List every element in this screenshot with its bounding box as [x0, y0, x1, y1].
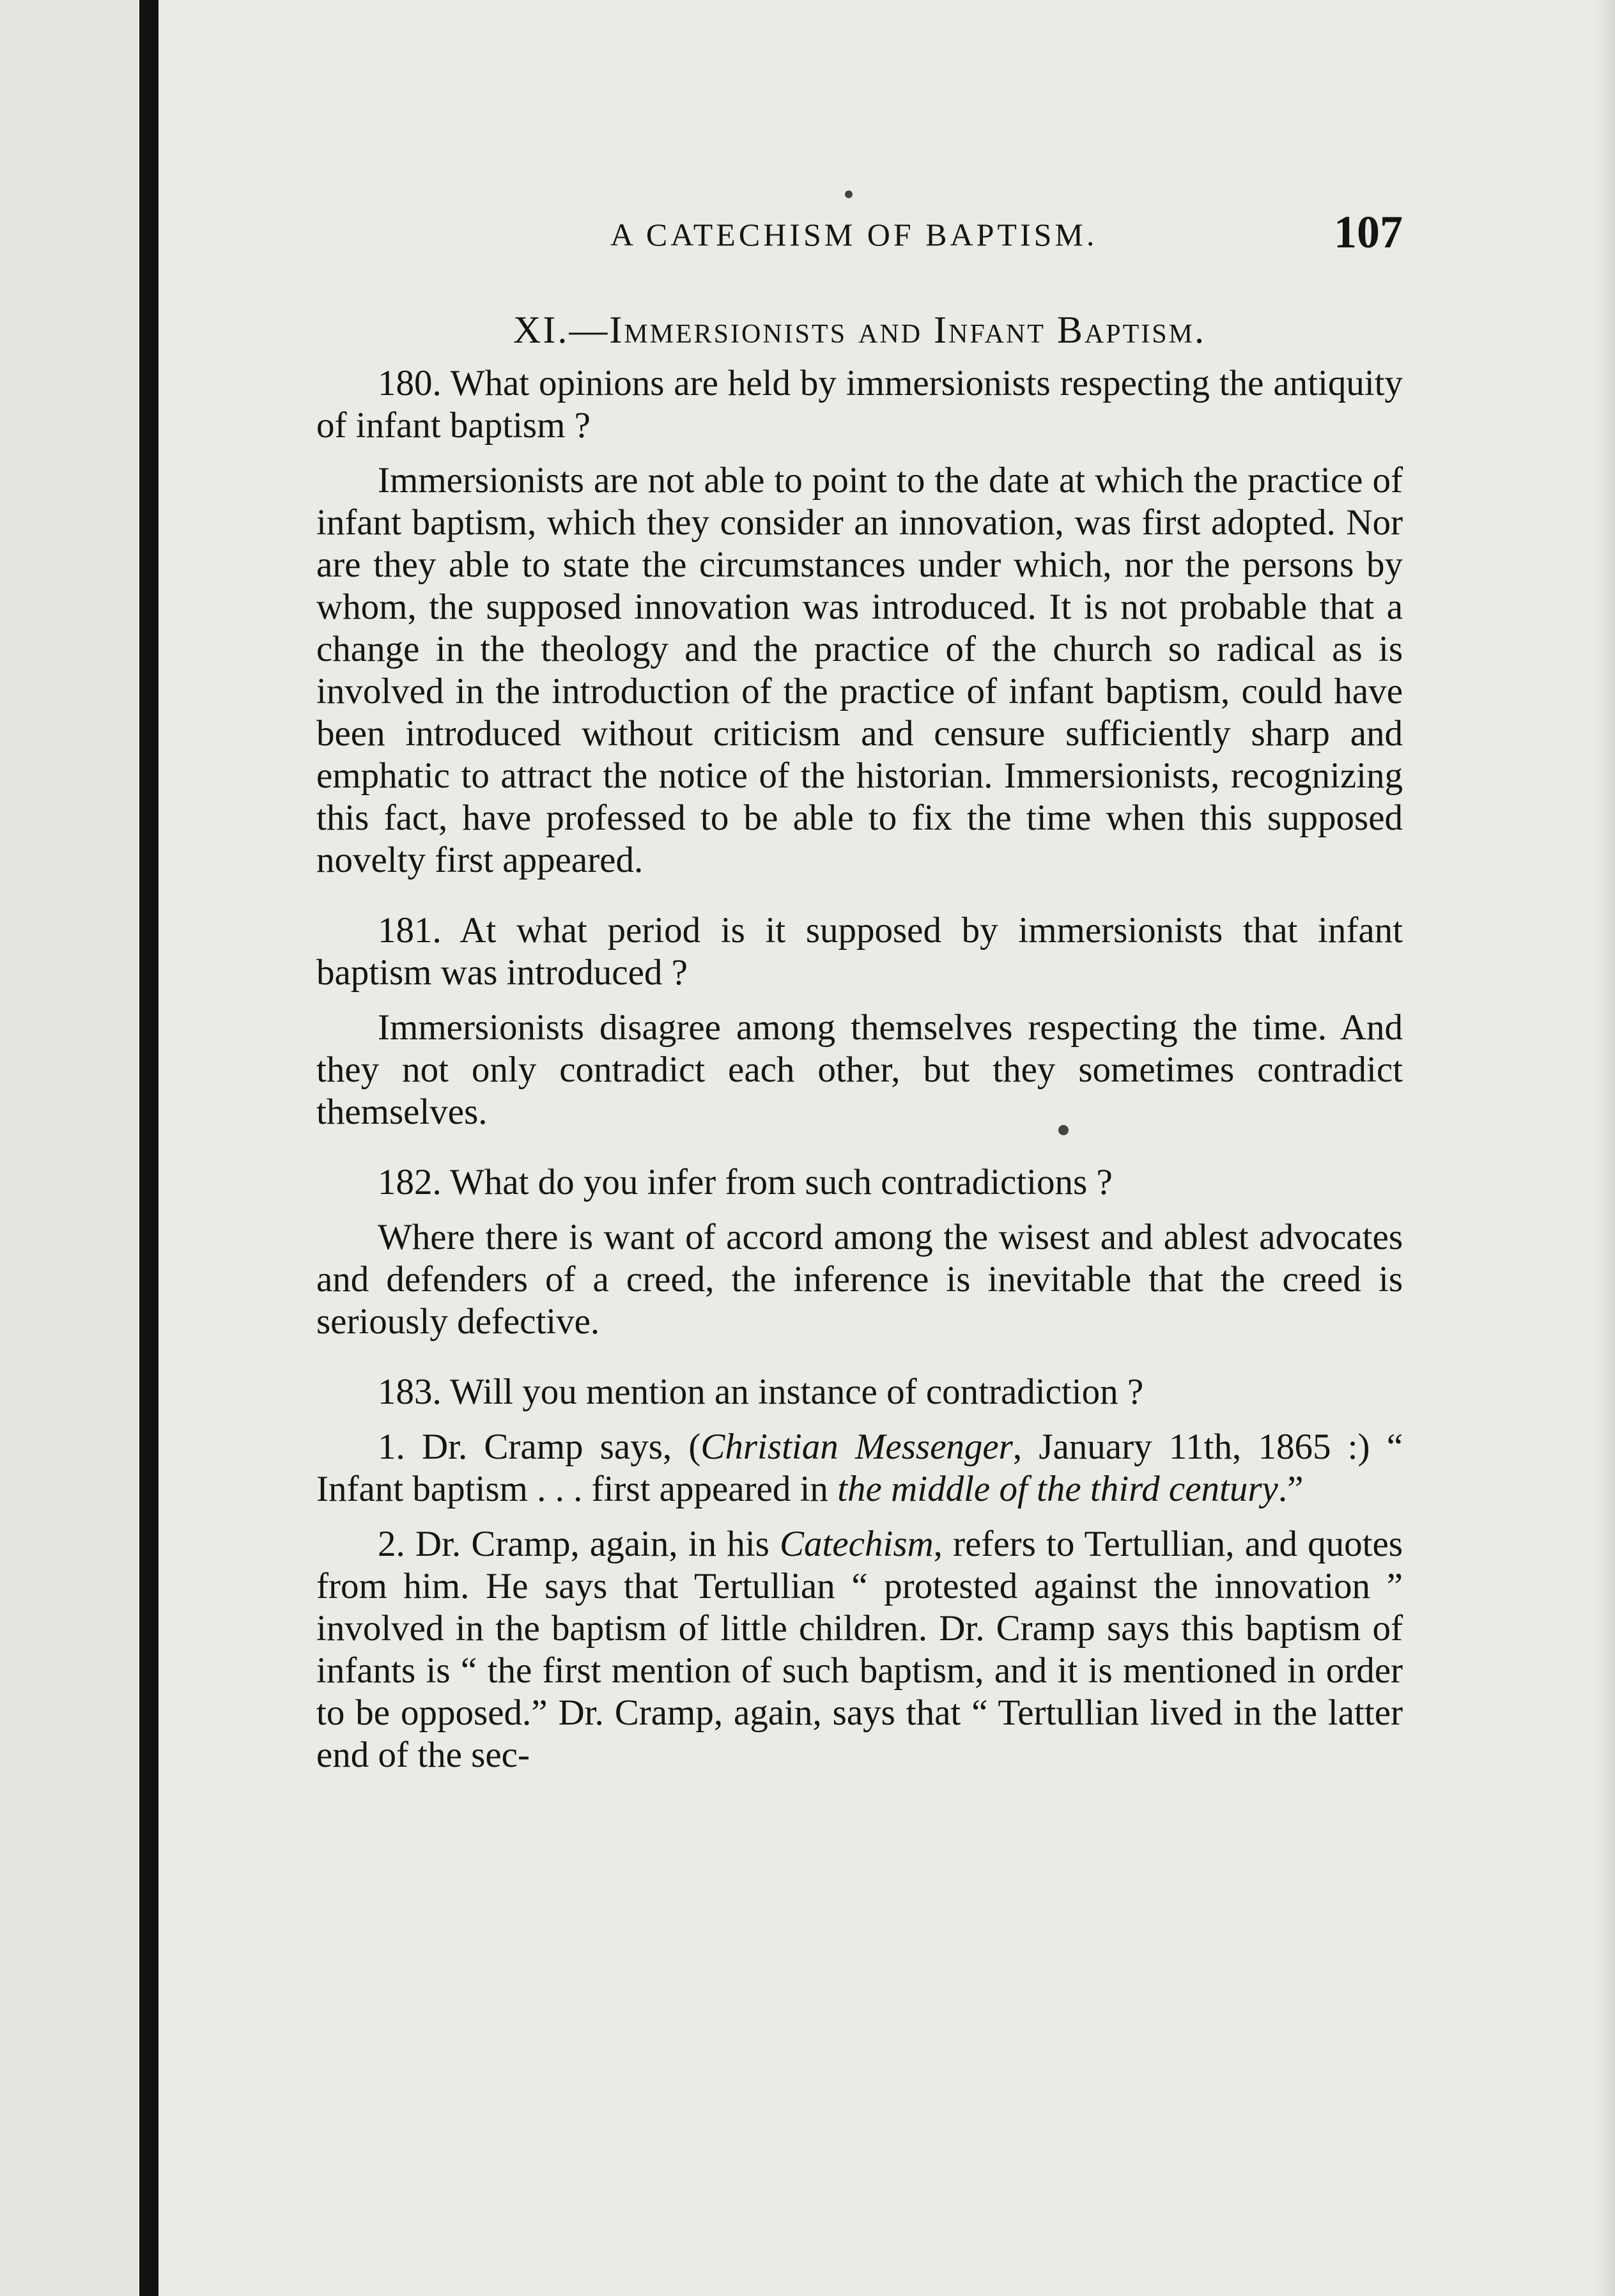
- question-181: 181. At what period is it supposed by immersionists that infant baptism was introduced ?: [316, 910, 1403, 993]
- question-182: 182. What do you infer from such contradictions ?: [378, 1162, 1113, 1202]
- page-edge-shadow: [1596, 0, 1615, 2296]
- running-head: [316, 206, 1403, 275]
- answer-180: Immersionists are not able to point to the date at which the practice of infant baptism, which they consider an innovation, was first adopted. Nor are they able to state the circumstances under which, nor the persons by whom, the supposed innovation was introduced. It is not probable that a change in the theology and the practice of the church so radical as is involved in the introduction of the practice of infant baptism, could have been introduced without criticism and censure sufficiently sharp and emphatic to attract the notice of the historian. Immersionists, recognizing this fact, have professed to be able to fix the time when this supposed novelty first appeared.: [316, 460, 1403, 880]
- item-1-source: Christian Messenger: [700, 1427, 1013, 1467]
- question-183: 183. Will you mention an instance of contradiction ?: [378, 1372, 1144, 1412]
- answer-183-item-1: [316, 1426, 1403, 1510]
- answer-181: Immersionists disagree among themselves respecting the time. And they not only contradict each other, but they sometimes contradict themselves.: [316, 1007, 1403, 1132]
- page-content: [316, 206, 1403, 1776]
- running-title: A CATECHISM OF BAPTISM.: [610, 217, 1098, 252]
- item-2-text-b: , refers to Tertullian, and quotes from him. He says that Tertullian “ protested against the innovation ” involved in the baptism of little children. Dr. Cramp says this baptism of infants is “ the first mention of such baptism, and it is mentioned in order to be opposed.” Dr. Cramp, again, says that “ Tertullian lived in the latter end of the sec-: [316, 1524, 1403, 1775]
- item-1-text-a: 1. Dr. Cramp says, (: [378, 1427, 701, 1467]
- section-heading: XI.—Immersionists and Infant Baptism.: [513, 309, 1206, 351]
- answer-183-item-2: [316, 1523, 1403, 1776]
- item-2-text-a: 2. Dr. Cramp, again, in his: [378, 1524, 780, 1564]
- ink-speck: [845, 190, 853, 198]
- item-1-text-b: , January 11th, 1865 :) “ Infant baptism . . . first appeared in: [316, 1427, 1403, 1509]
- question-180: 180. What opinions are held by immersionists respecting the antiquity of infant baptism ?: [316, 363, 1403, 446]
- answer-182: Where there is want of accord among the wisest and ablest advocates and defenders of a creed, the inference is inevitable that the creed is seriously defective.: [316, 1217, 1403, 1342]
- item-2-source: Catechism: [780, 1524, 934, 1564]
- item-1-emphasis: the middle of the third century: [837, 1469, 1278, 1509]
- item-1-text-c: .”: [1278, 1469, 1304, 1509]
- binding-spine: [139, 0, 158, 2296]
- page-number: 107: [1334, 206, 1403, 258]
- left-margin: [0, 0, 137, 2296]
